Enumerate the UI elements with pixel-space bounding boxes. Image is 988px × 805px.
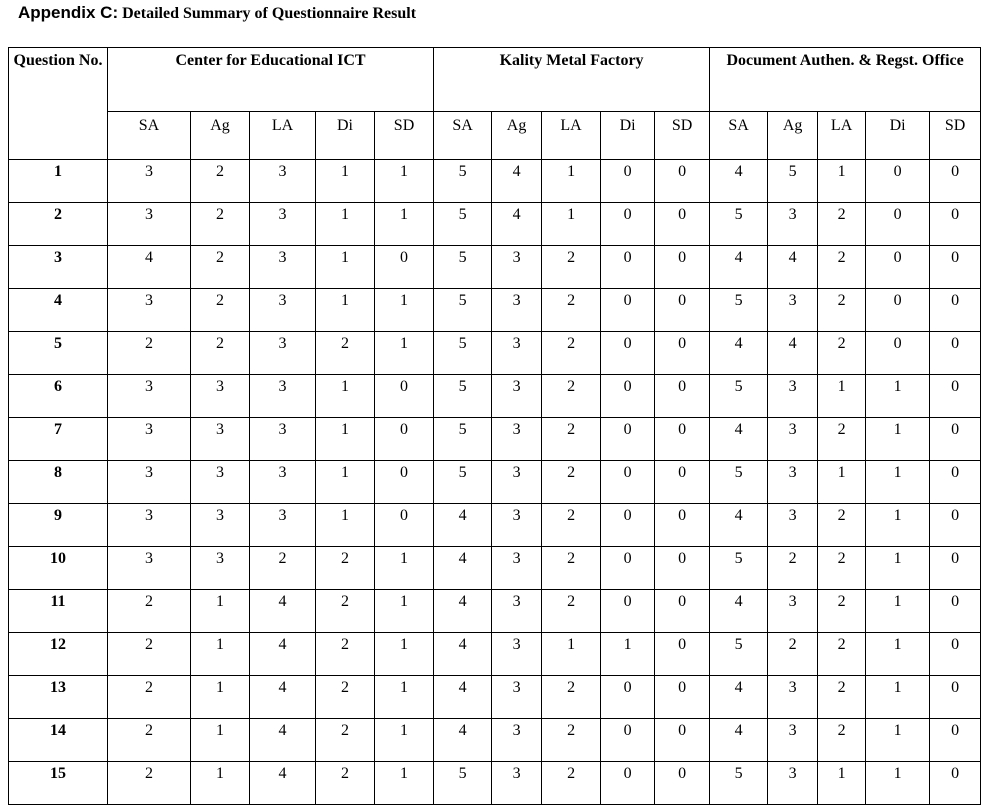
table-cell: 1 [316,504,375,547]
table-cell: 1 [818,461,866,504]
subheader-cell: LA [818,112,866,160]
question-number: 5 [9,332,108,375]
table-cell: 0 [930,762,981,805]
table-cell: 1 [866,504,930,547]
subheader-cell: SD [930,112,981,160]
table-cell: 3 [492,504,542,547]
table-cell: 3 [768,676,818,719]
table-cell: 4 [710,332,768,375]
table-cell: 3 [250,203,316,246]
header-row-groups [9,48,981,112]
subheader-cell: SD [375,112,434,160]
group-header-document-authen-office: Document Authen. & Regst. Office [710,48,981,112]
table-cell: 3 [492,418,542,461]
table-cell: 1 [375,289,434,332]
table-cell: 3 [108,160,191,203]
table-cell: 0 [655,633,710,676]
table-cell: 5 [768,160,818,203]
table-cell: 4 [434,547,492,590]
table-cell: 0 [930,547,981,590]
table-cell: 0 [930,246,981,289]
table-cell: 4 [768,332,818,375]
table-cell: 4 [250,590,316,633]
table-cell: 2 [818,289,866,332]
table-cell: 2 [818,719,866,762]
table-cell: 0 [655,418,710,461]
question-number: 11 [9,590,108,633]
table-cell: 2 [108,762,191,805]
table-cell: 0 [655,246,710,289]
table-cell: 0 [601,676,655,719]
table-cell: 0 [866,160,930,203]
subheader-cell: Di [316,112,375,160]
table-cell: 0 [866,332,930,375]
table-cell: 3 [191,461,250,504]
table-cell: 2 [542,375,601,418]
table-cell: 0 [930,461,981,504]
table-cell: 0 [601,762,655,805]
question-number: 2 [9,203,108,246]
table-cell: 1 [191,762,250,805]
table-cell: 1 [316,160,375,203]
table-cell: 0 [655,203,710,246]
table-cell: 1 [542,633,601,676]
table-cell: 2 [316,676,375,719]
table-cell: 1 [191,676,250,719]
table-cell: 1 [375,547,434,590]
table-cell: 0 [930,332,981,375]
table-cell: 2 [191,246,250,289]
table-cell: 2 [818,676,866,719]
table-cell: 3 [191,418,250,461]
question-number: 1 [9,160,108,203]
table-cell: 2 [191,203,250,246]
table-cell: 2 [768,633,818,676]
table-cell: 3 [108,418,191,461]
table-cell: 0 [866,289,930,332]
table-cell: 3 [250,504,316,547]
question-number: 8 [9,461,108,504]
table-cell: 2 [250,547,316,590]
table-cell: 5 [434,289,492,332]
table-cell: 0 [930,633,981,676]
table-cell: 4 [710,590,768,633]
table-cell: 2 [818,246,866,289]
table-cell: 4 [710,246,768,289]
subheader-cell: Di [601,112,655,160]
table-cell: 3 [191,375,250,418]
table-cell: 2 [316,547,375,590]
table-cell: 5 [434,375,492,418]
table-row [9,418,981,461]
question-number: 12 [9,633,108,676]
table-cell: 3 [250,289,316,332]
table-cell: 3 [768,289,818,332]
table-cell: 3 [768,504,818,547]
table-cell: 1 [375,160,434,203]
appendix-title: Detailed Summary of Questionnaire Result [118,5,417,22]
table-cell: 3 [492,547,542,590]
table-cell: 2 [818,504,866,547]
table-cell: 0 [930,418,981,461]
subheader-cell: Ag [191,112,250,160]
table-cell: 5 [710,375,768,418]
table-cell: 2 [542,332,601,375]
table-cell: 3 [768,203,818,246]
table-cell: 1 [375,590,434,633]
table-cell: 2 [542,418,601,461]
table-cell: 0 [655,375,710,418]
table-cell: 3 [492,289,542,332]
table-cell: 0 [655,160,710,203]
table-cell: 3 [108,375,191,418]
table-row [9,375,981,418]
table-cell: 2 [316,332,375,375]
table-cell: 2 [768,547,818,590]
questionnaire-table [8,47,981,805]
table-cell: 1 [818,160,866,203]
subheader-cell: SA [108,112,191,160]
subheader-cell: Ag [492,112,542,160]
table-cell: 1 [601,633,655,676]
question-number: 6 [9,375,108,418]
table-cell: 0 [601,289,655,332]
table-cell: 4 [434,590,492,633]
table-cell: 5 [710,547,768,590]
table-cell: 5 [434,246,492,289]
subheader-cell: LA [542,112,601,160]
table-cell: 1 [866,418,930,461]
table-cell: 5 [710,289,768,332]
table-cell: 4 [250,719,316,762]
table-cell: 0 [601,461,655,504]
table-cell: 3 [250,160,316,203]
table-cell: 1 [542,203,601,246]
table-cell: 1 [375,762,434,805]
table-cell: 0 [655,719,710,762]
subheader-cell: SA [710,112,768,160]
table-cell: 1 [866,719,930,762]
table-cell: 0 [375,418,434,461]
header-row-subheaders [9,112,981,160]
table-cell: 2 [542,762,601,805]
table-cell: 3 [492,762,542,805]
question-number: 7 [9,418,108,461]
table-cell: 1 [191,633,250,676]
table-cell: 3 [768,762,818,805]
table-cell: 1 [375,719,434,762]
question-number: 14 [9,719,108,762]
table-cell: 2 [108,332,191,375]
table-cell: 3 [768,461,818,504]
table-cell: 3 [768,590,818,633]
table-cell: 1 [316,418,375,461]
table-cell: 1 [866,547,930,590]
table-cell: 0 [866,203,930,246]
table-cell: 3 [492,246,542,289]
table-body [9,160,981,805]
table-cell: 4 [434,719,492,762]
table-cell: 2 [316,719,375,762]
subheader-cell: SD [655,112,710,160]
question-number: 10 [9,547,108,590]
table-cell: 4 [434,633,492,676]
table-cell: 3 [768,375,818,418]
table-cell: 3 [768,418,818,461]
table-cell: 3 [492,461,542,504]
table-cell: 1 [316,203,375,246]
table-cell: 3 [108,547,191,590]
table-cell: 0 [930,676,981,719]
table-cell: 5 [710,633,768,676]
table-cell: 4 [710,719,768,762]
table-cell: 2 [542,246,601,289]
table-cell: 2 [542,590,601,633]
table-cell: 3 [492,719,542,762]
table-cell: 1 [375,633,434,676]
table-row [9,504,981,547]
table-cell: 5 [434,461,492,504]
table-cell: 2 [316,633,375,676]
table-cell: 3 [250,461,316,504]
table-row [9,160,981,203]
group-header-kality-metal-factory: Kality Metal Factory [434,48,710,112]
table-cell: 2 [108,676,191,719]
table-row [9,246,981,289]
table-cell: 0 [655,676,710,719]
table-cell: 1 [866,762,930,805]
table-row [9,676,981,719]
table-cell: 1 [818,375,866,418]
table-cell: 4 [250,676,316,719]
table-cell: 2 [542,289,601,332]
table-row [9,289,981,332]
question-number: 3 [9,246,108,289]
table-cell: 4 [250,762,316,805]
table-row [9,762,981,805]
table-cell: 5 [434,762,492,805]
table-cell: 3 [108,203,191,246]
table-cell: 1 [375,203,434,246]
table-row [9,633,981,676]
table-cell: 4 [492,203,542,246]
table-cell: 3 [492,590,542,633]
table-cell: 4 [108,246,191,289]
table-cell: 0 [655,289,710,332]
table-cell: 3 [250,418,316,461]
table-cell: 1 [818,762,866,805]
table-cell: 0 [601,504,655,547]
table-cell: 3 [250,246,316,289]
table-cell: 0 [375,375,434,418]
table-cell: 0 [601,375,655,418]
table-cell: 2 [191,289,250,332]
table-cell: 1 [866,676,930,719]
table-cell: 0 [930,504,981,547]
table-cell: 4 [710,160,768,203]
table-cell: 2 [818,332,866,375]
question-no-header: Question No. [9,48,108,160]
table-row [9,461,981,504]
appendix-label: Appendix C: [18,3,119,22]
table-row [9,332,981,375]
table-cell: 2 [818,547,866,590]
table-cell: 5 [434,332,492,375]
table-cell: 3 [191,504,250,547]
table-row [9,547,981,590]
table-cell: 0 [930,719,981,762]
table-cell: 3 [108,289,191,332]
table-cell: 0 [601,160,655,203]
table-cell: 4 [710,504,768,547]
table-cell: 1 [866,590,930,633]
table-cell: 2 [818,590,866,633]
table-cell: 1 [866,461,930,504]
subheader-cell: Di [866,112,930,160]
table-row [9,203,981,246]
table-cell: 1 [375,332,434,375]
group-header-educational-ict: Center for Educational ICT [108,48,434,112]
table-cell: 2 [191,332,250,375]
table-cell: 0 [930,375,981,418]
table-cell: 3 [768,719,818,762]
table-cell: 0 [655,762,710,805]
table-cell: 0 [655,332,710,375]
table-row [9,590,981,633]
table-cell: 0 [930,203,981,246]
table-cell: 1 [316,461,375,504]
question-number: 15 [9,762,108,805]
table-cell: 4 [768,246,818,289]
table-cell: 3 [492,633,542,676]
question-number: 9 [9,504,108,547]
table-cell: 0 [655,461,710,504]
table-cell: 1 [316,246,375,289]
table-cell: 3 [108,461,191,504]
table-cell: 5 [710,762,768,805]
table-cell: 0 [930,160,981,203]
table-cell: 1 [866,633,930,676]
table-cell: 0 [375,504,434,547]
table-cell: 2 [191,160,250,203]
subheader-cell: SA [434,112,492,160]
table-cell: 1 [542,160,601,203]
question-number: 4 [9,289,108,332]
table-cell: 0 [601,203,655,246]
table-cell: 2 [542,676,601,719]
table-cell: 0 [930,590,981,633]
table-cell: 3 [250,375,316,418]
table-cell: 2 [108,590,191,633]
table-cell: 5 [434,203,492,246]
table-cell: 5 [710,461,768,504]
table-cell: 2 [818,203,866,246]
table-cell: 0 [601,719,655,762]
table-cell: 0 [601,590,655,633]
page-title [18,2,416,24]
table-cell: 4 [710,418,768,461]
table-cell: 4 [492,160,542,203]
table-cell: 2 [818,633,866,676]
subheader-cell: LA [250,112,316,160]
table-cell: 2 [316,762,375,805]
table-cell: 0 [930,289,981,332]
table-cell: 3 [108,504,191,547]
table-cell: 5 [710,203,768,246]
table-cell: 1 [191,719,250,762]
table-cell: 2 [108,633,191,676]
table-cell: 1 [375,676,434,719]
table-cell: 5 [434,160,492,203]
table-cell: 5 [434,418,492,461]
table-cell: 1 [191,590,250,633]
table-cell: 2 [542,719,601,762]
table-cell: 0 [375,246,434,289]
table-cell: 0 [655,547,710,590]
table-cell: 2 [542,461,601,504]
table-row [9,719,981,762]
table-cell: 3 [492,332,542,375]
table-cell: 4 [710,676,768,719]
table-cell: 3 [492,375,542,418]
subheader-cell: Ag [768,112,818,160]
table-cell: 1 [316,289,375,332]
table-cell: 2 [542,547,601,590]
table-cell: 3 [191,547,250,590]
question-number: 13 [9,676,108,719]
table-cell: 0 [655,590,710,633]
table-cell: 2 [108,719,191,762]
table-cell: 0 [601,418,655,461]
table-cell: 0 [601,547,655,590]
table-cell: 2 [542,504,601,547]
table-cell: 1 [316,375,375,418]
table-cell: 0 [375,461,434,504]
table-cell: 0 [601,332,655,375]
table-cell: 4 [434,676,492,719]
table-cell: 0 [655,504,710,547]
table-cell: 2 [818,418,866,461]
table-cell: 0 [866,246,930,289]
table-cell: 4 [250,633,316,676]
table-cell: 3 [492,676,542,719]
table-cell: 1 [866,375,930,418]
table-cell: 4 [434,504,492,547]
table-cell: 2 [316,590,375,633]
table-cell: 0 [601,246,655,289]
table-cell: 3 [250,332,316,375]
